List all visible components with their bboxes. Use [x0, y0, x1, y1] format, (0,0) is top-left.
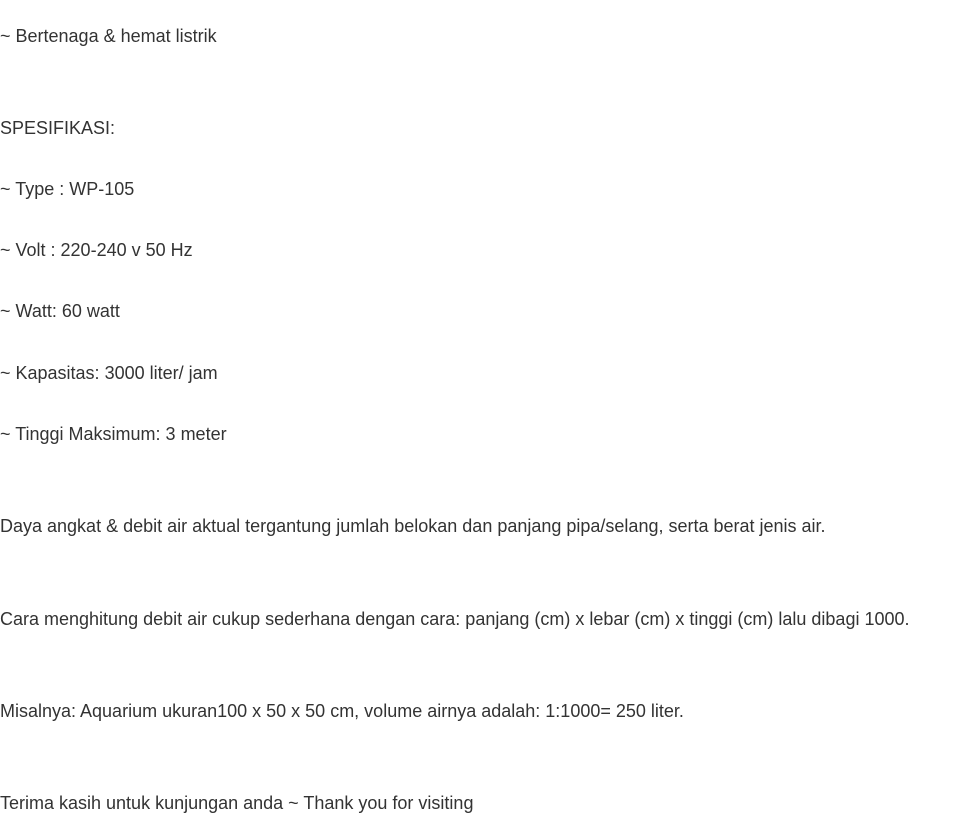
closing-line: Terima kasih untuk kunjungan anda ~ Thank you for visiting [0, 793, 474, 813]
note-lift: Daya angkat & debit air aktual tergantung jumlah belokan dan panjang pipa/selang, serta berat jenis air. [0, 516, 826, 536]
spec-capacity: ~ Kapasitas: 3000 liter/ jam [0, 363, 218, 383]
feature-line: ~ Bertenaga & hemat listrik [0, 26, 217, 46]
note-example: Misalnya: Aquarium ukuran100 x 50 x 50 cm, volume airnya adalah: 1:1000= 250 liter. [0, 701, 684, 721]
spec-watt: ~ Watt: 60 watt [0, 301, 120, 321]
spec-heading: SPESIFIKASI: [0, 118, 116, 138]
note-calc: Cara menghitung debit air cukup sederhana dengan cara: panjang (cm) x lebar (cm) x tinggi (cm) lalu dibagi 1000. [0, 609, 910, 629]
spec-volt: ~ Volt : 220-240 v 50 Hz [0, 240, 193, 260]
spec-max-height: ~ Tinggi Maksimum: 3 meter [0, 424, 227, 444]
spec-type: ~ Type : WP-105 [0, 179, 135, 199]
